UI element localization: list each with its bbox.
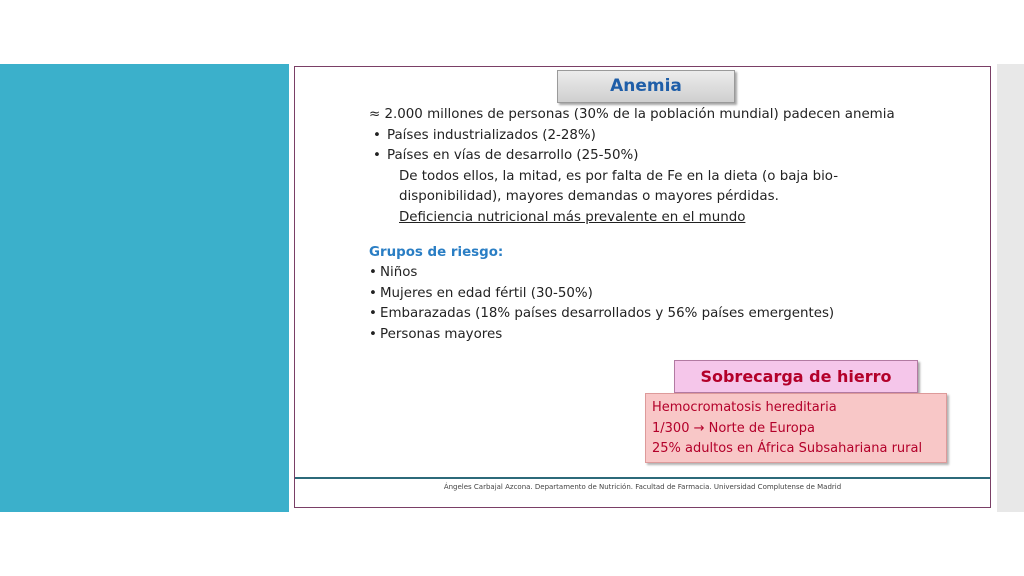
overload-line: Hemocromatosis hereditaria — [652, 400, 837, 415]
bullet-text: Países industrializados (2-28%) — [387, 127, 596, 143]
detail-text-2: disponibilidad), mayores demandas o mayores pérdidas. — [399, 189, 779, 205]
slide-title: Anemia — [557, 70, 735, 103]
bullet-icon: • — [369, 326, 377, 342]
left-accent-panel — [0, 64, 289, 512]
risk-heading: Grupos de riesgo: — [369, 244, 504, 260]
footer-divider — [295, 477, 990, 479]
footer-credit: Ángeles Carbajal Azcona. Departamento de Nutrición. Facultad de Farmacia. Universidad Complutense de Madrid — [443, 483, 842, 491]
list-item — [369, 304, 929, 325]
bullet-text: Embarazadas (18% países desarrollados y 56% países emergentes) — [380, 306, 835, 322]
overload-line: 1/300 → Norte de Europa — [652, 420, 815, 436]
detail-text: De todos ellos, la mitad, es por falta de Fe en la dieta (o baja bio- — [399, 168, 839, 184]
list-item — [369, 325, 929, 346]
overload-details — [645, 393, 947, 463]
bullet-icon: • — [369, 285, 377, 301]
bullet-text: Mujeres en edad fértil (30-50%) — [380, 285, 593, 301]
bullet-text: Personas mayores — [380, 326, 503, 342]
right-scroll-strip — [997, 64, 1024, 512]
bullet-text: Niños — [380, 265, 418, 281]
list-item — [369, 284, 929, 305]
bullet-icon: • — [369, 306, 377, 322]
overload-title: Sobrecarga de hierro — [674, 360, 918, 393]
slide-body — [369, 105, 929, 346]
intro-text: ≈ 2.000 millones de personas (30% de la población mundial) padecen anemia — [369, 107, 895, 122]
overload-line: 25% adultos en África Subsahariana rural — [652, 441, 923, 456]
bullet-icon: • — [373, 148, 381, 164]
highlight-text: Deficiencia nutricional más prevalente en el mundo — [399, 209, 746, 225]
bullet-icon: • — [373, 127, 381, 143]
bullet-text: Países en vías de desarrollo (25-50%) — [387, 148, 639, 164]
list-item — [369, 126, 929, 147]
bullet-icon: • — [369, 265, 377, 281]
slide-content — [294, 66, 991, 508]
list-item — [369, 146, 929, 167]
list-item — [369, 263, 929, 284]
